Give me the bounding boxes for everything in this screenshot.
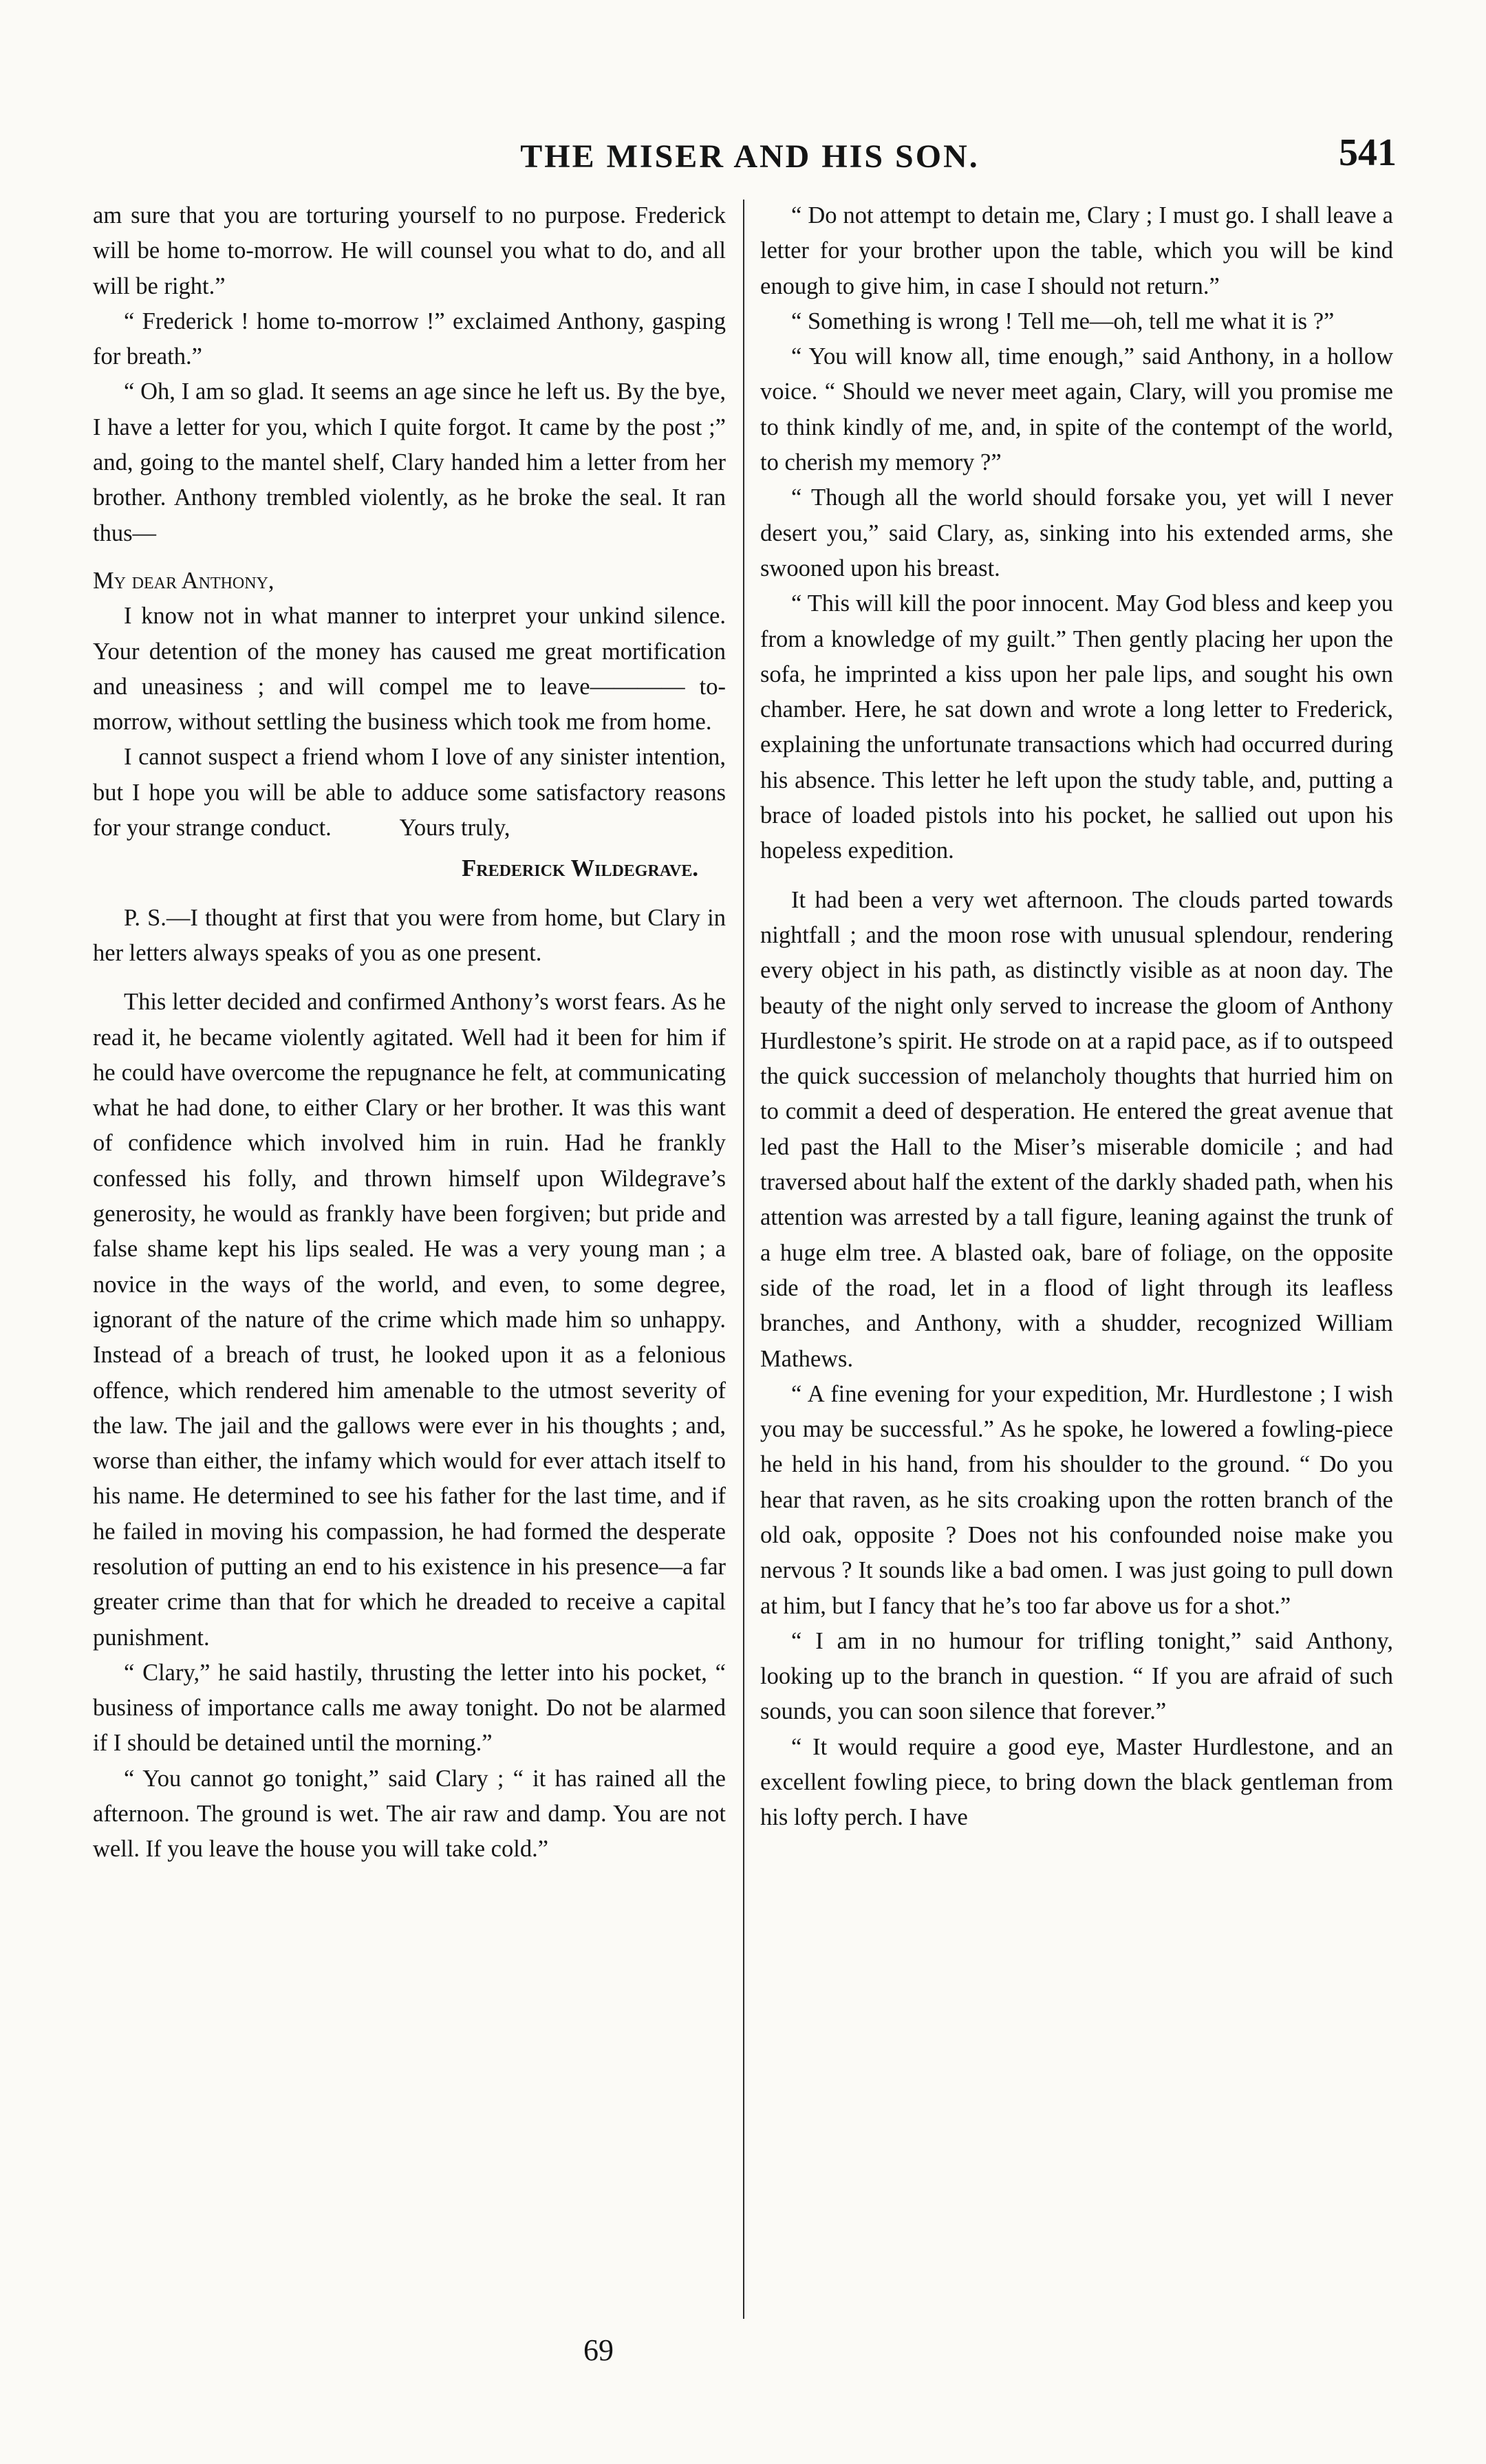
paragraph: “ Clary,” he said hastily, thrusting the letter into his pocket, “ business of importance calls me away tonight. Do not be alarmed if I should be detained until the morning.” [93, 1659, 726, 1757]
letter-paragraph-text: I cannot suspect a friend whom I love of any sinister intention, but I hope you will be able to adduce some satisfactory reasons for your strange conduct. [93, 744, 726, 842]
letter-paragraph: I know not in what manner to interpret your unkind silence. Your detention of the money has caused me great mortification and uneasiness ; and will compel me to leave———— to-morrow, without settling the business which took me from home. [93, 603, 726, 736]
paragraph: “ Frederick ! home to-morrow !” exclaimed Anthony, gasping for breath.” [93, 308, 726, 370]
paragraph: It had been a very wet afternoon. The clouds parted towards nightfall ; and the moon rose with unusual splendour, rendering every object in his path, as distinctly visible as at noon day. The beauty of the night only served to increase the gloom of Anthony Hurdlestone’s spirit. He strode on at a rapid pace, as if to outspeed the quick succession of melancholy thoughts that hurried him on to commit a deed of desperation. He entered the great avenue that led past the Hall to the Miser’s miserable domicile ; and had traversed about half the extent of the darkly shaded path, when his attention was arrested by a tall figure, leaning against the trunk of a huge elm tree. A blasted oak, bare of foliage, on the opposite side of the road, let in a flood of light through its leafless branches, and Anthony, with a shudder, recognized William Mathews. [760, 886, 1393, 1372]
paragraph: This letter decided and confirmed Anthony’s worst fears. As he read it, he became violently agitated. Well had it been for him if he could have overcome the repugnance he felt, at communicating what he had done, to either Clary or her brother. It was this want of confidence which involved him in ruin. Had he frankly confessed his folly, and thrown himself upon Wildegrave’s generosity, he would as frankly have been forgiven; but pride and false shame kept his lips sealed. He was a very young man ; a novice in the ways of the world, and even, to some degree, ignorant of the nature of the crime which made him so unhappy. Instead of a breach of trust, he looked upon it as a felonious offence, which rendered him amenable to the utmost severity of the law. The jail and the gallows were ever in his thoughts ; and, worse than either, the infamy which would for ever attach itself to his name. He determined to see his father for the last time, and if he failed in moving his compassion, he had formed the desperate resolution of putting an end to his existence in his presence—a far greater crime than that for which he dreaded to receive a capital punishment. [93, 989, 726, 1651]
paragraph: “ A fine evening for your expedition, Mr. Hurdlestone ; I wish you may be successful.” As he spoke, he lowered a fowling-piece he held in his hand, from his shoulder to the ground. “ Do you hear that raven, as he sits croaking upon the rotten branch of the old oak, opposite ? Does not his confounded noise make you nervous ? It sounds like a bad omen. I was just going to pull down at him, but I fancy that he’s too far above us for a shot.” [760, 1380, 1393, 1619]
paragraph: “ This will kill the poor innocent. May God bless and keep you from a knowledge of my guilt.” Then gently placing her upon the sofa, he imprinted a kiss upon her pale lips, and sought his own chamber. Here, he sat down and wrote a long letter to Frederick, explaining the unfortunate transactions which had occurred during his absence. This letter he left upon the study table, and, putting a brace of loaded pistols into his pocket, he sallied out upon his hopeless expedition. [760, 590, 1393, 864]
letter-signature: Frederick Wildegrave. [462, 855, 698, 882]
letter-paragraph [93, 740, 726, 846]
paragraph: “ Oh, I am so glad. It seems an age since he left us. By the bye, I have a letter for you, which I quite forgot. It came by the post ;” and, going to the mantel shelf, Clary handed him a letter from her brother. Anthony trembled violently, as he broke the seal. It ran thus— [93, 378, 726, 546]
column-divider [743, 200, 744, 2319]
paragraph: “ Though all the world should forsake you, yet will I never desert you,” said Clary, as, sinking into his extended arms, she swooned upon his breast. [760, 484, 1393, 581]
signature-mark: 69 [583, 2333, 614, 2367]
running-title: THE MISER AND HIS SON. [520, 138, 980, 175]
letter-closing: Yours truly, [399, 815, 510, 842]
page-number: 541 [1339, 131, 1397, 174]
paragraph: “ Do not attempt to detain me, Clary ; I must go. I shall leave a letter for your brother upon the table, which you will be kind enough to give him, in case I should not return.” [760, 202, 1393, 299]
left-column [93, 198, 726, 1867]
postscript: P. S.—I thought at first that you were from home, but Clary in her letters always speaks of you as one present. [93, 904, 726, 966]
paragraph: “ You will know all, time enough,” said Anthony, in a hollow voice. “ Should we never meet again, Clary, will you promise me to think kindly of me, and, in spite of the contempt of the world, to cherish my memory ?” [760, 343, 1393, 476]
paragraph: “ I am in no humour for trifling tonight,” said Anthony, looking up to the branch in question. “ If you are afraid of such sounds, you can soon silence that forever.” [760, 1627, 1393, 1725]
paragraph: “ Something is wrong ! Tell me—oh, tell me what it is ?” [791, 308, 1335, 334]
running-head [103, 131, 1397, 186]
letter-salutation: My dear Anthony, [93, 567, 274, 594]
paragraph: am sure that you are torturing yourself to no purpose. Frederick will be home to-morrow. He will counsel you what to do, and all will be right.” [93, 202, 726, 299]
right-column [760, 198, 1393, 1836]
paragraph: “ You cannot go tonight,” said Clary ; “ it has rained all the afternoon. The ground is wet. The air raw and damp. You are not well. If you leave the house you will take cold.” [93, 1765, 726, 1863]
paragraph: “ It would require a good eye, Master Hurdlestone, and an excellent fowling piece, to bring down the black gentleman from his lofty perch. I have [760, 1733, 1393, 1831]
